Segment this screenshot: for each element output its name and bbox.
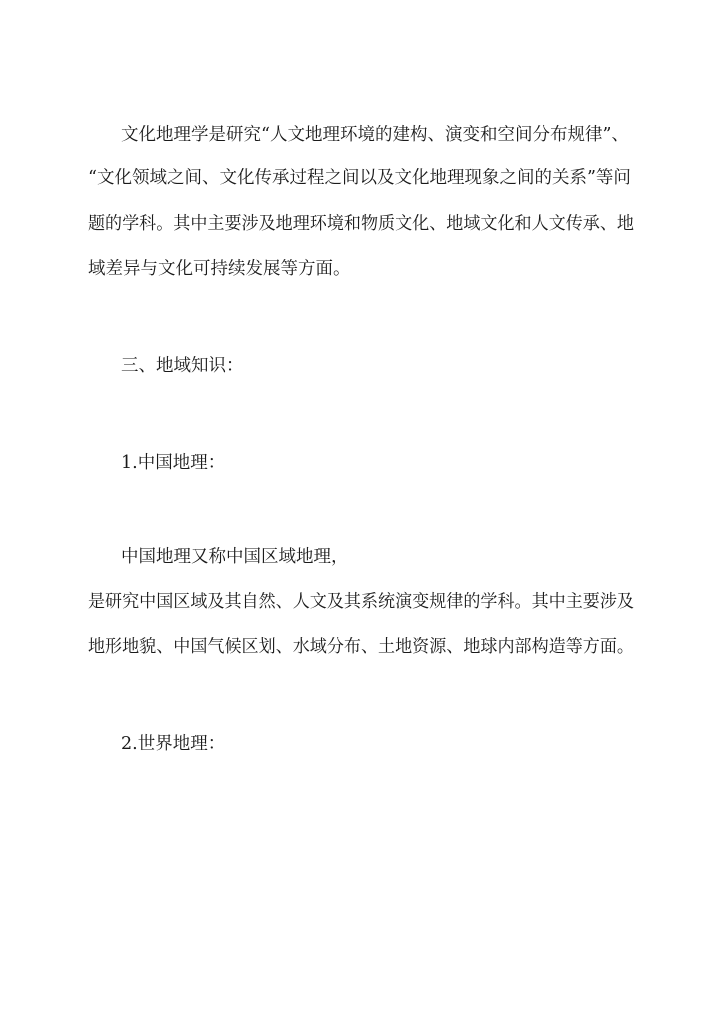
subheading-world-geography: 2.世界地理： — [121, 734, 226, 754]
paragraph-line: 域差异与文化可持续发展等方面。 — [88, 259, 351, 279]
paragraph-line: 中国地理又称中国区域地理， — [121, 547, 349, 567]
paragraph-line: “文化领域之间、文化传承过程之间以及文化地理现象之间的关系”等问 — [88, 168, 631, 188]
subheading-china-geography: 1.中国地理： — [121, 453, 226, 473]
section-heading-regional-knowledge: 三、地域知识： — [121, 356, 244, 376]
paragraph-line: 是研究中国区域及其自然、人文及其系统演变规律的学科。其中主要涉及 — [88, 592, 634, 612]
paragraph-line: 地形地貌、中国气候区划、水域分布、土地资源、地球内部构造等方面。 — [88, 637, 634, 657]
paragraph-line: 文化地理学是研究“人文地理环境的建构、演变和空间分布规律”、 — [121, 125, 629, 145]
paragraph-line: 题的学科。其中主要涉及地理环境和物质文化、地域文化和人文传承、地 — [88, 214, 634, 234]
